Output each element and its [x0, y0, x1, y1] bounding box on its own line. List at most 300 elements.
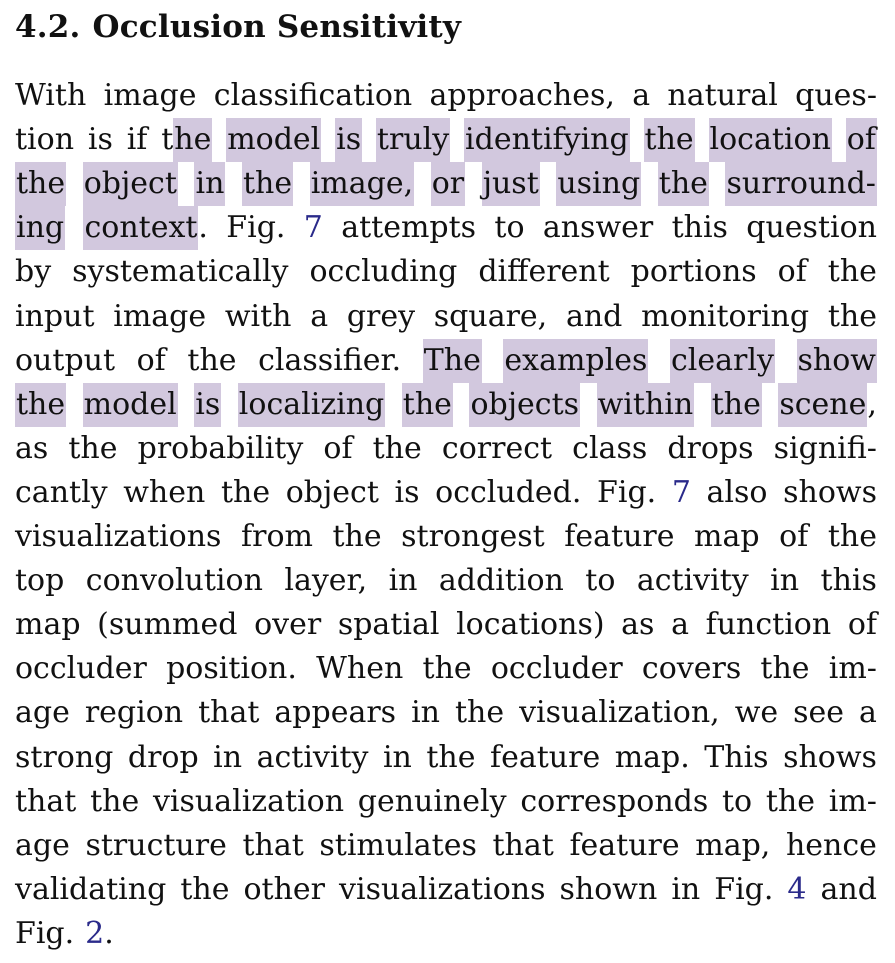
text-fragment: when [123, 475, 206, 510]
word [15, 912, 74, 956]
highlighted-text: the [711, 383, 762, 427]
highlighted-text: just [482, 162, 540, 206]
text-fragment: of [779, 519, 809, 554]
text-fragment: cantly [15, 475, 108, 510]
text-line [15, 295, 877, 339]
text-line [15, 515, 877, 559]
word [672, 206, 728, 250]
highlight-gap [648, 339, 670, 383]
highlighted-text: the [242, 162, 293, 206]
figure-reference-link[interactable]: 4 [787, 872, 807, 907]
highlighted-text: is [335, 118, 362, 162]
word [423, 647, 472, 691]
text-fragment: activity [636, 563, 749, 598]
text-line [15, 691, 877, 735]
word [15, 868, 166, 912]
text-fragment: classification [213, 78, 413, 113]
word [83, 206, 208, 250]
text-fragment: . [198, 210, 208, 245]
text-line [15, 250, 877, 294]
text-fragment: addition [438, 563, 564, 598]
word [194, 162, 225, 206]
text-fragment: image [113, 299, 207, 334]
word [783, 736, 877, 780]
word [15, 206, 65, 250]
word [401, 515, 545, 559]
text-fragment: hence [785, 828, 877, 863]
highlighted-text: image, [310, 162, 414, 206]
text-fragment: and [565, 299, 623, 334]
text-fragment: shown [559, 872, 658, 907]
word [180, 868, 229, 912]
text-fragment: attempts [341, 210, 477, 245]
word [846, 118, 877, 162]
word [15, 339, 115, 383]
text-fragment: im- [828, 651, 877, 686]
highlight-gap [385, 383, 402, 427]
figure-reference-link[interactable]: 2 [85, 916, 105, 951]
word [637, 559, 749, 603]
text-fragment: a [859, 695, 877, 730]
word [319, 824, 477, 868]
word [658, 162, 709, 206]
highlighted-text: in [194, 162, 225, 206]
text-fragment: class [572, 431, 648, 466]
highlighted-text: using [556, 162, 641, 206]
highlighted-text: ing [15, 206, 65, 250]
text-fragment: to [585, 563, 616, 598]
text-fragment: the [827, 299, 877, 334]
highlight-gap [450, 118, 464, 162]
word [722, 780, 752, 824]
text-fragment: This [704, 740, 769, 775]
text-fragment: portions [630, 254, 757, 289]
text-fragment: locations) [456, 607, 605, 642]
word [15, 295, 95, 339]
word [221, 471, 270, 515]
word [778, 383, 877, 427]
word [797, 339, 877, 383]
word [714, 868, 773, 912]
highlight-gap [453, 383, 470, 427]
word [564, 515, 674, 559]
text-fragment: strongest [401, 519, 545, 554]
word [68, 427, 117, 471]
word [829, 647, 877, 691]
text-fragment: we [734, 695, 779, 730]
word [383, 736, 412, 780]
word [774, 427, 877, 471]
word [435, 471, 581, 515]
text-fragment: map. [614, 740, 690, 775]
text-fragment: in [411, 695, 440, 730]
text-fragment: natural [667, 78, 778, 113]
word [795, 74, 877, 118]
highlight-gap [641, 162, 658, 206]
word [15, 74, 86, 118]
text-fragment: shows [783, 740, 877, 775]
text-fragment: is [87, 122, 113, 157]
text-fragment: classifier. [258, 343, 402, 378]
word [828, 515, 877, 559]
word [426, 736, 475, 780]
word [667, 74, 777, 118]
text-fragment: the [372, 431, 422, 466]
text-fragment: strong [15, 740, 114, 775]
text-fragment: map [15, 607, 81, 642]
text-fragment: the [422, 651, 472, 686]
text-fragment: square, [433, 299, 548, 334]
text-fragment: and [820, 872, 877, 907]
highlighted-text: The [423, 339, 482, 383]
word [15, 780, 76, 824]
highlighted-text: objects [469, 383, 580, 427]
text-fragment: drops [667, 431, 754, 466]
highlight-gap [465, 162, 482, 206]
word [786, 824, 877, 868]
word [15, 427, 48, 471]
word [376, 118, 450, 162]
text-fragment: in [382, 740, 412, 775]
word [423, 339, 482, 383]
word [455, 691, 504, 735]
text-fragment: t [161, 122, 174, 157]
text-fragment: ques- [795, 78, 877, 113]
text-fragment: also [706, 475, 768, 510]
highlight-gap [225, 162, 242, 206]
word [242, 162, 293, 206]
text-fragment: in [213, 740, 243, 775]
highlight-gap [775, 339, 797, 383]
text-fragment: that [242, 828, 304, 863]
word [779, 515, 808, 559]
figure-reference-link[interactable]: 7 [671, 475, 691, 510]
word [434, 295, 547, 339]
word [556, 162, 641, 206]
text-fragment: grey [346, 299, 416, 334]
word [572, 427, 647, 471]
text-fragment: systematically [72, 254, 289, 289]
word [316, 647, 403, 691]
highlight-gap [178, 383, 195, 427]
word [478, 250, 609, 294]
word [83, 162, 178, 206]
word [153, 780, 344, 824]
word [395, 471, 420, 515]
text-fragment: feature [564, 519, 675, 554]
highlight-gap [630, 118, 644, 162]
text-fragment: from [241, 519, 313, 554]
text-fragment: stimulates [319, 828, 477, 863]
word [787, 868, 806, 912]
highlighted-text: location [709, 118, 832, 162]
text-fragment: that [198, 695, 260, 730]
text-line [15, 603, 877, 647]
text-line [15, 736, 877, 780]
word [670, 339, 775, 383]
highlight-gap [178, 162, 195, 206]
text-line [15, 206, 877, 250]
text-fragment: position. [166, 651, 297, 686]
word [704, 736, 768, 780]
text-fragment: occluder [490, 651, 623, 686]
text-fragment: the [332, 519, 382, 554]
text-line [15, 162, 877, 206]
word [482, 162, 540, 206]
text-fragment: occluded. [435, 475, 582, 510]
text-fragment: of [136, 343, 166, 378]
text-fragment: spatial [337, 607, 440, 642]
highlighted-text: context [83, 206, 198, 250]
text-line [15, 339, 877, 383]
word [770, 559, 799, 603]
text-fragment: the [760, 651, 810, 686]
word [85, 824, 226, 868]
word [128, 736, 199, 780]
section-heading [15, 8, 461, 46]
word [431, 162, 465, 206]
word [566, 295, 622, 339]
word [490, 736, 600, 780]
highlight-gap [293, 162, 310, 206]
word [138, 427, 304, 471]
word [15, 603, 81, 647]
text-fragment: Fig. [15, 916, 75, 951]
highlight-gap [66, 383, 83, 427]
highlight-gap [362, 118, 376, 162]
text-fragment: with [224, 299, 292, 334]
word [338, 603, 440, 647]
word [848, 603, 877, 647]
word [15, 118, 74, 162]
text-fragment: When [316, 651, 404, 686]
word [793, 691, 844, 735]
text-fragment: structure [85, 828, 227, 863]
word [783, 471, 877, 515]
word [760, 647, 809, 691]
text-fragment: the [220, 475, 271, 510]
text-fragment: appears [274, 695, 397, 730]
word [241, 515, 313, 559]
text-fragment: in [770, 563, 800, 598]
text-fragment: convolution [85, 563, 263, 598]
highlight-gap [762, 383, 779, 427]
text-fragment: see [793, 695, 845, 730]
text-line [15, 118, 877, 162]
highlighted-text: he [173, 118, 212, 162]
text-fragment: the [426, 740, 476, 775]
word [335, 118, 362, 162]
text-fragment: the [827, 519, 877, 554]
text-fragment: feature [489, 740, 601, 775]
text-fragment: over [254, 607, 322, 642]
word [15, 471, 108, 515]
highlighted-text: scene [778, 383, 867, 427]
word [323, 427, 352, 471]
word [90, 780, 139, 824]
word [123, 471, 205, 515]
text-fragment: a [671, 607, 689, 642]
word [213, 736, 242, 780]
word [766, 780, 815, 824]
highlight-gap [414, 162, 431, 206]
highlighted-text: truly [376, 118, 450, 162]
word [569, 824, 679, 868]
text-fragment: different [478, 254, 610, 289]
highlighted-text: object [83, 162, 178, 206]
word [746, 206, 877, 250]
text-fragment: feature [569, 828, 680, 863]
word [560, 868, 658, 912]
word [187, 339, 236, 383]
word [127, 118, 148, 162]
word [597, 383, 695, 427]
word [198, 691, 259, 735]
text-fragment: probability [137, 431, 304, 466]
word [257, 736, 369, 780]
word [88, 118, 113, 162]
text-fragment: question [746, 210, 877, 245]
highlight-gap [709, 162, 726, 206]
text-fragment: corresponds [520, 784, 709, 819]
word [85, 912, 114, 956]
word [238, 383, 385, 427]
text-fragment: layer, [284, 563, 368, 598]
text-line [15, 559, 877, 603]
text-fragment: age [15, 695, 70, 730]
word [585, 559, 615, 603]
word [226, 206, 285, 250]
text-fragment: Fig. [597, 475, 657, 510]
highlight-gap [695, 118, 709, 162]
text-line [15, 383, 877, 427]
word [15, 383, 66, 427]
word [274, 691, 396, 735]
text-fragment: that [492, 828, 554, 863]
word [597, 471, 656, 515]
highlighted-text: the [15, 162, 66, 206]
text-fragment: im- [828, 784, 877, 819]
text-fragment: the [68, 431, 118, 466]
word [286, 471, 379, 515]
text-fragment: that [15, 784, 77, 819]
text-fragment: (summed [97, 607, 238, 642]
text-line [15, 427, 877, 471]
highlighted-text: model [83, 383, 178, 427]
text-fragment: the [187, 343, 237, 378]
highlighted-text: within [597, 383, 695, 427]
word [242, 824, 303, 868]
word [709, 118, 832, 162]
highlight-gap [482, 339, 504, 383]
text-fragment: a [310, 299, 329, 334]
word [493, 824, 554, 868]
word [469, 383, 580, 427]
word [671, 868, 700, 912]
text-fragment: drop [127, 740, 199, 775]
word [373, 427, 422, 471]
word [83, 383, 178, 427]
word [310, 162, 414, 206]
word [442, 427, 552, 471]
highlighted-text: the [15, 383, 66, 427]
text-fragment: map [694, 519, 760, 554]
word [254, 603, 321, 647]
word [543, 206, 653, 250]
text-fragment: correct [441, 431, 553, 466]
word [503, 339, 648, 383]
highlighted-text: clearly [670, 339, 775, 383]
text-fragment: monitoring [641, 299, 810, 334]
text-line [15, 824, 877, 868]
word [711, 383, 762, 427]
text-fragment: visualization [152, 784, 345, 819]
highlight-gap [212, 118, 226, 162]
word [632, 74, 650, 118]
text-fragment: Fig. [226, 210, 286, 245]
word [166, 647, 297, 691]
word [725, 162, 876, 206]
highlighted-text: or [431, 162, 465, 206]
text-fragment: in [671, 872, 701, 907]
section-title: Occlusion Sensitivity [92, 9, 462, 45]
text-fragment: to [722, 784, 753, 819]
text-fragment: region [84, 695, 184, 730]
text-fragment: as [621, 607, 655, 642]
word [821, 868, 877, 912]
text-line [15, 868, 877, 912]
word [15, 691, 70, 735]
text-fragment: the [765, 784, 816, 819]
text-fragment: genuinely [357, 784, 507, 819]
text-fragment: , [867, 387, 877, 422]
highlight-gap [321, 118, 335, 162]
text-fragment: is [394, 475, 420, 510]
word [456, 603, 604, 647]
word [284, 559, 367, 603]
word [411, 691, 440, 735]
word [72, 250, 288, 294]
text-fragment: covers [641, 651, 742, 686]
word [631, 250, 757, 294]
text-fragment: activity [256, 740, 369, 775]
word [694, 515, 760, 559]
highlighted-text: the [644, 118, 695, 162]
word [358, 780, 507, 824]
text-line [15, 647, 877, 691]
word [310, 295, 328, 339]
highlight-gap [65, 206, 83, 250]
text-fragment: this [820, 563, 877, 598]
word [226, 118, 321, 162]
highlight-gap [694, 383, 711, 427]
word [15, 824, 70, 868]
text-line [15, 74, 877, 118]
word [15, 647, 147, 691]
highlighted-text: of [846, 118, 877, 162]
word [641, 295, 809, 339]
highlighted-text: the [658, 162, 709, 206]
text-fragment: signifi- [773, 431, 877, 466]
highlighted-text: is [194, 383, 221, 427]
word [15, 162, 66, 206]
figure-reference-link[interactable]: 7 [303, 210, 323, 245]
word [671, 603, 689, 647]
text-fragment: this [671, 210, 728, 245]
text-fragment: occluder [15, 651, 147, 686]
text-fragment: Fig. [714, 872, 774, 907]
word [491, 647, 623, 691]
